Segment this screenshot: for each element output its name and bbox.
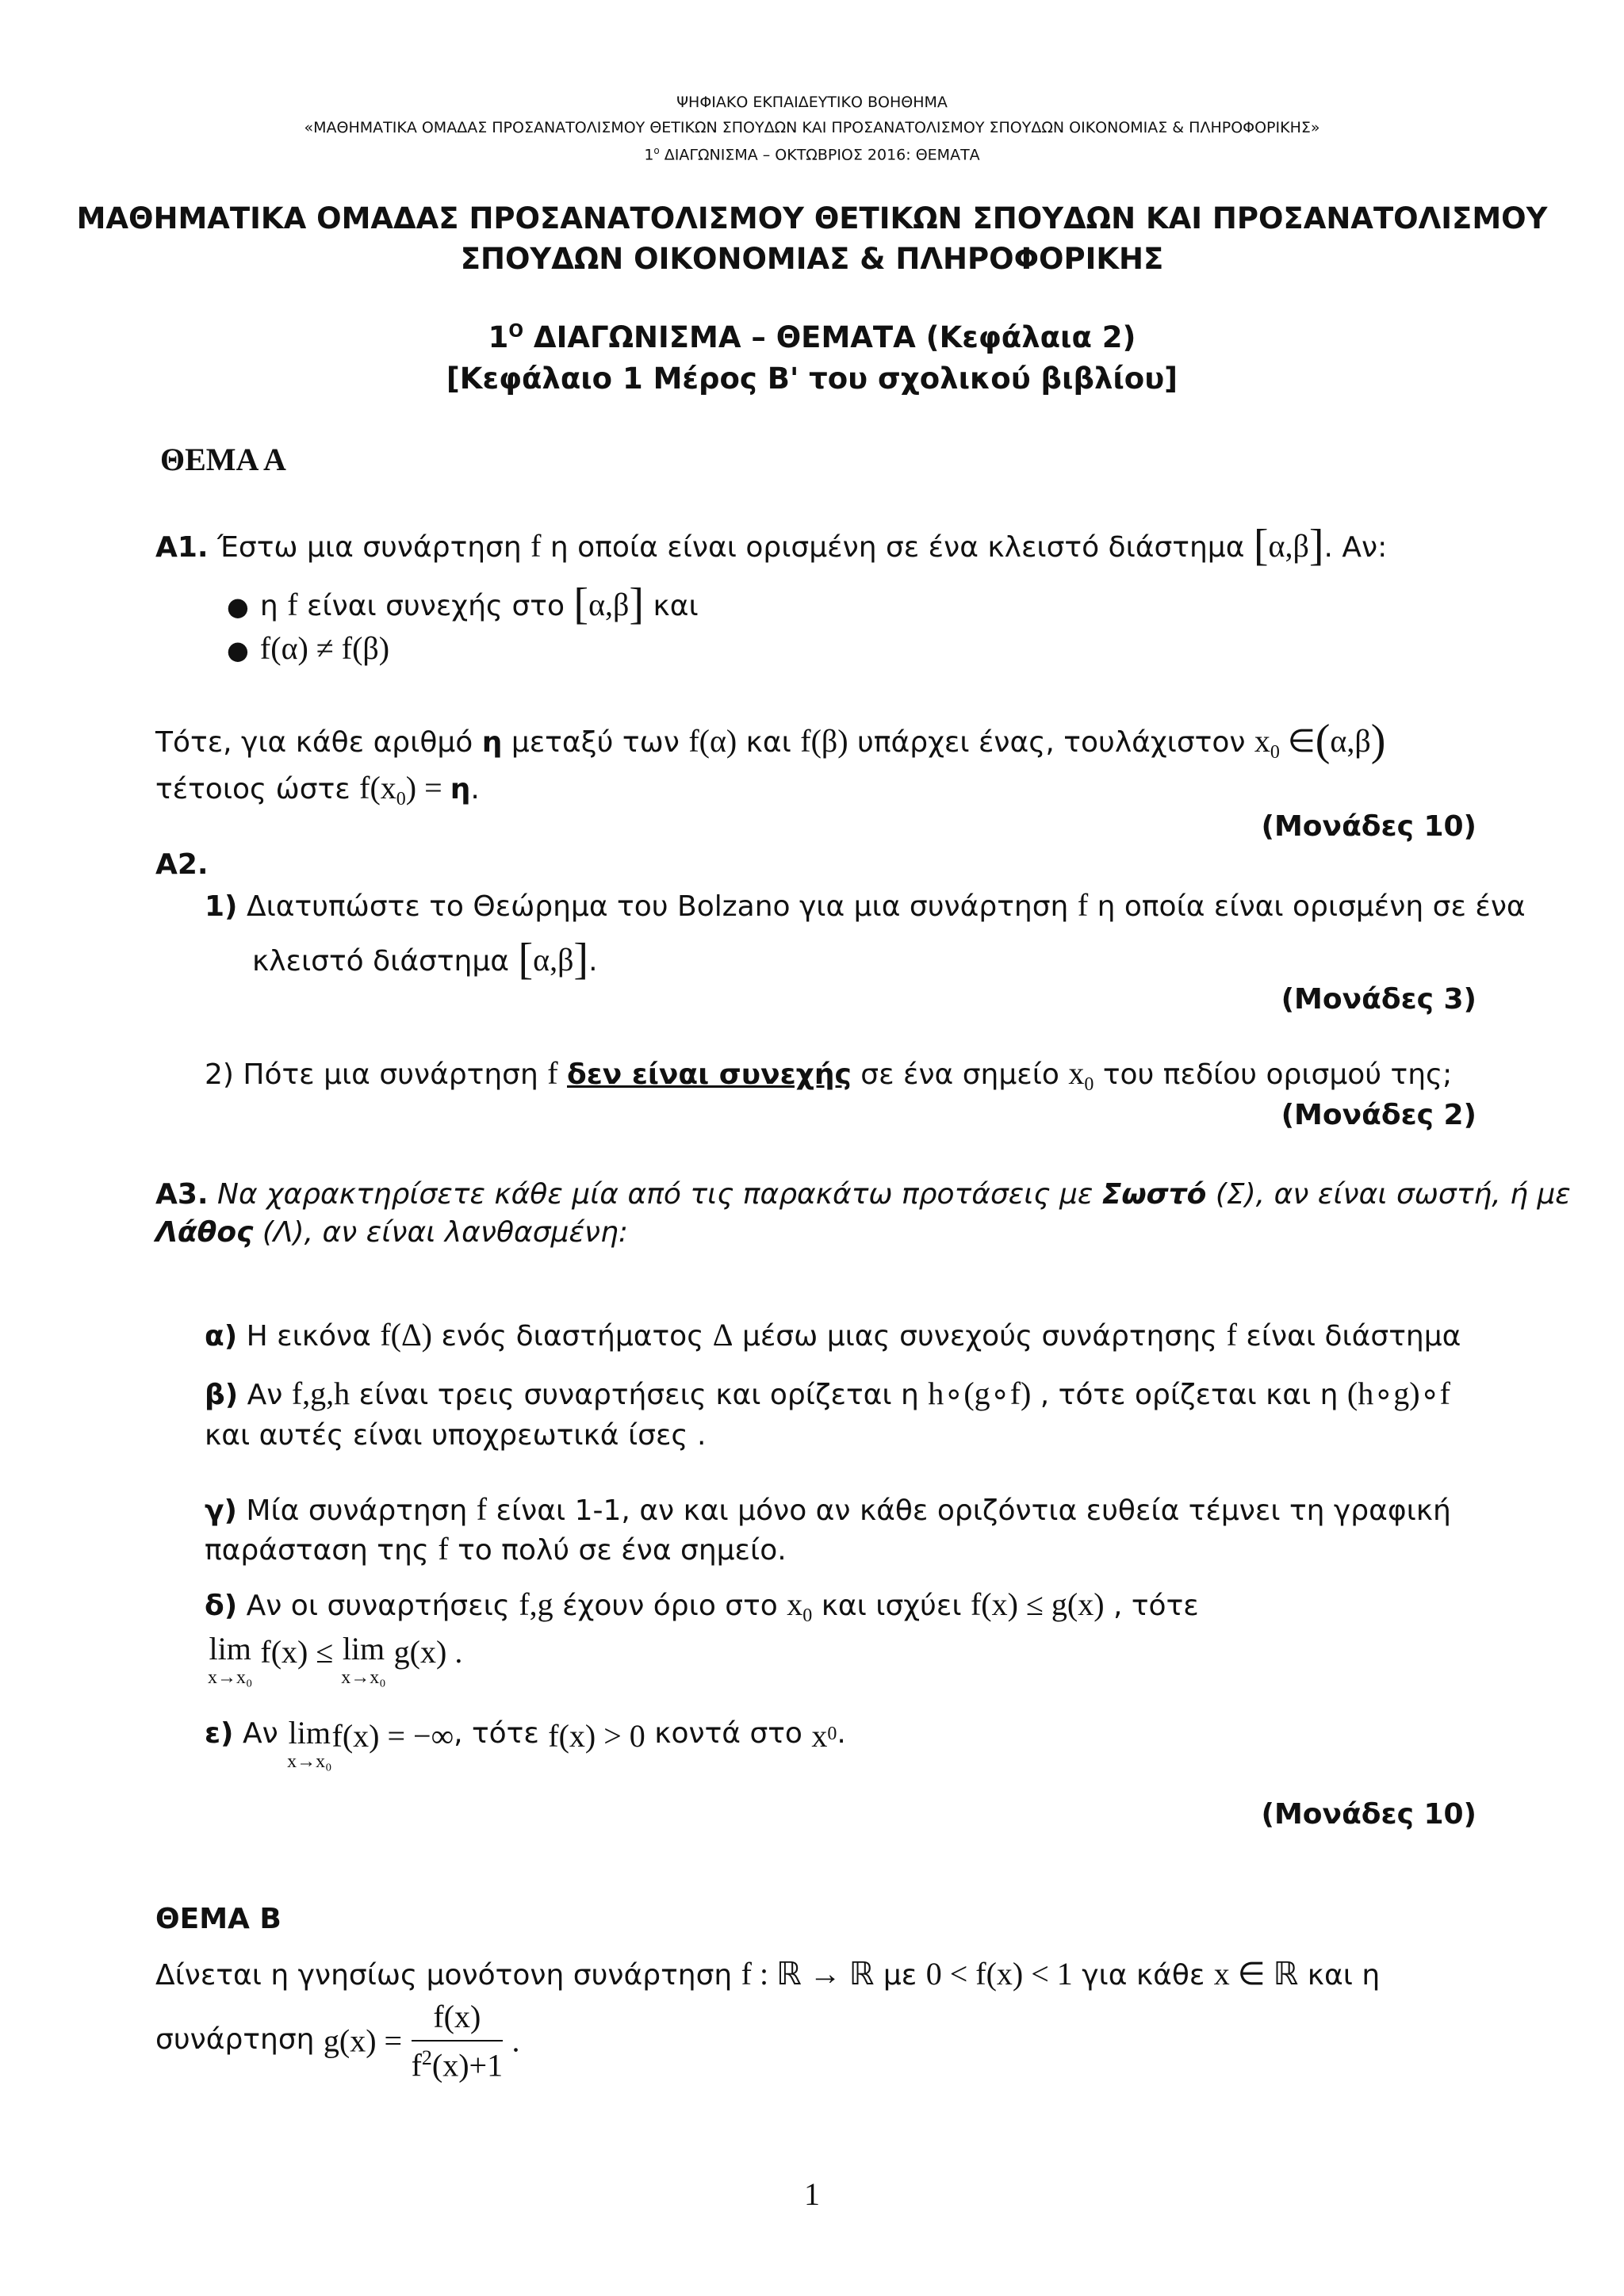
a3-line-1: Α3. Να χαρακτηρίσετε κάθε μία από τις παρακάτω προτάσεις με Σωστό (Σ), αν είναι σωστή, ή με <box>155 1178 1571 1211</box>
exam-title: $1^O$ ΔΙΑΓΩΝΙΣΜΑ – ΘΕΜΑΤΑ (Κεφάλαια 2) <box>488 320 1136 354</box>
thema-b-heading: ΘΕΜΑ Β <box>155 1903 282 1935</box>
header-line-2: «ΜΑΘΗΜΑΤΙΚΑ ΟΜΑΔΑΣ ΠΡΟΣΑΝΑΤΟΛΙΣΜΟΥ ΘΕΤΙΚΩΝ ΣΠΟΥΔΩΝ ΚΑΙ ΠΡΟΣΑΝΑΤΟΛΙΣΜΟΥ ΣΠΟΥΔΩΝ ΟΙΚΟΝΟΜΙΑΣ & ΠΛΗΡΟΦΟΡΙΚΗΣ» <box>304 119 1320 136</box>
a1-line: Α1. Έστω μια συνάρτηση f η οποία είναι ορισμένη σε ένα κλειστό διάστημα [α,β]. Αν: <box>155 521 1388 570</box>
statement-b-line-2: και αυτές είναι υποχρεωτικά ίσες . <box>205 1419 707 1452</box>
a1-bullet-2: ● f(α) ≠ f(β) <box>227 630 390 666</box>
thema-a-heading: ΘΕΜΑ Α <box>160 442 286 477</box>
a1-such-line: τέτοιος ώστε $f(x_0) = \eta$. <box>155 770 480 809</box>
a2-1-line-2: κλειστό διάστημα [α,β]. <box>252 935 598 984</box>
chapter-subtitle: [Κεφάλαιο 1 Μέρος Β' του σχολικού βιβλίου] <box>446 362 1178 396</box>
bullet-icon: ● <box>227 635 249 665</box>
statement-d-line-2: lim x→x₀ f(x) ≤ lim x→x₀ g(x) . <box>208 1631 463 1688</box>
a2-label: Α2. <box>155 848 209 881</box>
title-line-1: ΜΑΘΗΜΑΤΙΚΑ ΟΜΑΔΑΣ ΠΡΟΣΑΝΑΤΟΛΙΣΜΟΥ ΘΕΤΙΚΩΝ ΣΠΟΥΔΩΝ ΚΑΙ ΠΡΟΣΑΝΑΤΟΛΙΣΜΟΥ <box>76 201 1548 235</box>
bullet-icon: ● <box>227 591 249 622</box>
statement-a: α) Η εικόνα f(Δ) ενός διαστήματος Δ μέσω μιας συνεχούς συνάρτησης f είναι διάστημα <box>205 1317 1461 1353</box>
a2-1-line-1: 1) Διατυπώστε το Θεώρημα του Bolzano για μια συνάρτηση f η οποία είναι ορισμένη σε ένα <box>205 887 1526 923</box>
g-fraction: $\frac{f(x)}{f^2(x)+1}$ <box>411 1999 504 2084</box>
points-a2-2: (Μονάδες 2) <box>1281 1099 1477 1131</box>
thema-b-line-1: Δίνεται η γνησίως μονότονη συνάρτηση f : ℝ → ℝ με 0 < f(x) < 1 για κάθε x ∈ ℝ και η <box>155 1956 1381 1992</box>
a1-then-line: Τότε, για κάθε αριθμό η μεταξύ των f(α) και f(β) υπάρχει ένας, τουλάχιστον $x_0$ ∈(α,β) <box>155 716 1386 765</box>
header-line-3: $1^o$ ΔΙΑΓΩΝΙΣΜΑ – ΟΚΤΩΒΡΙΟΣ 2016: ΘΕΜΑΤΑ <box>644 145 980 164</box>
a1-bullet-1: ● η f είναι συνεχής στο [α,β] και <box>227 580 699 629</box>
thema-b-line-2: συνάρτηση g(x) = $\frac{f(x)}{f^2(x)+1}$ . <box>155 1999 520 2084</box>
statement-b-line-1: β) Αν f,g,h είναι τρεις συναρτήσεις και ορίζεται η h∘(g∘f) , τότε ορίζεται και η (h∘g)∘f <box>205 1376 1450 1411</box>
statement-c-line-1: γ) Μία συνάρτηση f είναι 1-1, αν και μόνο αν κάθε οριζόντια ευθεία τέμνει τη γραφική <box>205 1491 1451 1527</box>
title-line-2: ΣΠΟΥΔΩΝ ΟΙΚΟΝΟΜΙΑΣ & ΠΛΗΡΟΦΟΡΙΚΗΣ <box>460 242 1164 276</box>
points-a3: (Μονάδες 10) <box>1261 1798 1477 1831</box>
a3-line-2: Λάθος (Λ), αν είναι λανθασμένη: <box>155 1216 628 1249</box>
page-number: 1 <box>804 2176 820 2212</box>
statement-d-line-1: δ) Αν οι συναρτήσεις f,g έχουν όριο στο $x_0$ και ισχύει f(x) ≤ g(x) , τότε <box>205 1586 1199 1626</box>
points-a1: (Μονάδες 10) <box>1261 810 1477 843</box>
statement-e: ε) Αν lim x→x₀ f(x) = −∞, τότε f(x) > 0 κοντά στο $x^0$. <box>205 1715 846 1772</box>
points-a2-1: (Μονάδες 3) <box>1281 983 1477 1016</box>
a2-2-line: 2) Πότε μια συνάρτηση f δεν είναι συνεχής σε ένα σημείο $x_0$ του πεδίου ορισμού της; <box>205 1055 1453 1095</box>
statement-c-line-2: παράσταση της f το πολύ σε ένα σημείο. <box>205 1531 787 1567</box>
header-line-1: ΨΗΦΙΑΚΟ ΕΚΠΑΙΔΕΥΤΙΚΟ ΒΟΗΘΗΜΑ <box>676 94 948 111</box>
